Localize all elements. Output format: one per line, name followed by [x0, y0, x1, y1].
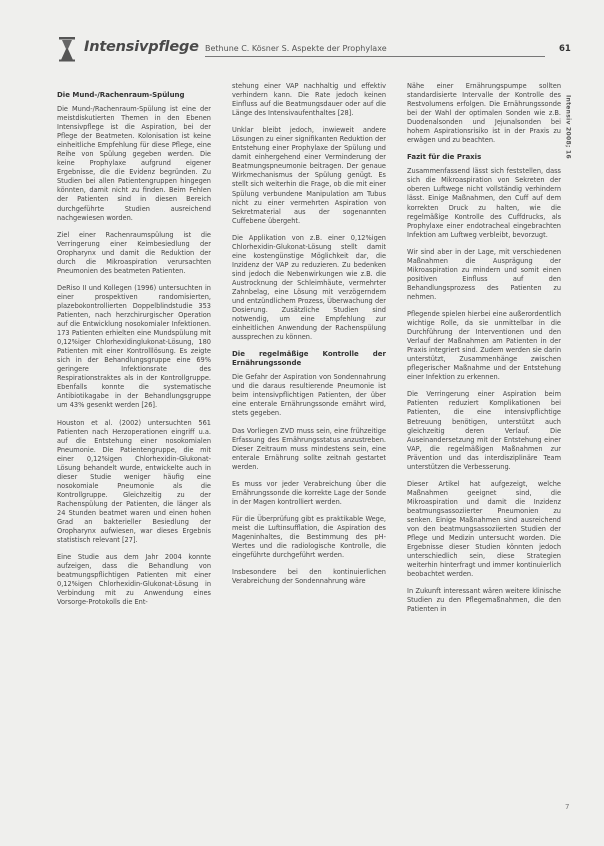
paragraph: Das Vorliegen ZVD muss sein, eine frühzeitige Erfassung des Ernährungsstatus anzustreben. Dieser Zeitraum muss mindestens sein, eine enterale Ernährung sollte zeitnah gestartet werden. [232, 426, 386, 471]
paragraph: DeRiso II und Kollegen (1996) untersuchten in einer prospektiven randomisierten, plazebokontrollierten Doppelblindstudie 353 Patienten, nach herzchirurgischer Operation auf die Entwicklung nosokomialer Infektionen. 173 Patienten erhielten eine Mundspülung mit 0,12%iger Chlorhexidinglukonat-Lösung, 180 Patienten mit einer Kontrolllösung. Es zeigte sich in der Behandlungsgruppe eine 69% geringere Infektionsrate des Respirationstraktes als in der Kontrollgruppe. Ebenfalls konnte die systematische Antibiotikagabe in der Behandlungsgruppe um 43% gesenkt werden [26]. [57, 283, 211, 410]
header-rule [205, 56, 545, 57]
paragraph: Insbesondere bei den kontinuierlichen Verabreichung der Sondennahrung wäre [232, 568, 386, 586]
page-header [57, 36, 577, 62]
paragraph: Pflegende spielen hierbei eine außerordentlich wichtige Rolle, da sie unmittelbar in die Durchführung der Interventionen und den Verlauf der Maßnahmen am Patienten in der Praxis integriert sind. Zudem werden sie darin unterstützt, Zusammenhänge zwischen pflegerischer Maßnahme und der Entstehung einer Infektion zu erkennen. [407, 309, 561, 382]
paragraph: Die Gefahr der Aspiration von Sondennahrung und die daraus resultierende Pneumonie ist beim intensivpflichtigen Patienten, der über eine enterale Ernährungssonde ernährt wird, stets gegeben. [232, 373, 386, 418]
page-number: 61 [559, 44, 571, 54]
paragraph: Es muss vor jeder Verabreichung über die Ernährungssonde die korrekte Lage der Sonde in der Magen kontrolliert werden. [232, 479, 386, 506]
journal-sidebar [562, 82, 574, 172]
paragraph: Zusammenfassend lässt sich feststellen, dass sich die Mikroaspiration von Sekreten der oberen Luftwege nicht vollständig verhindern lässt. Einige Maßnahmen, den Cuff auf dem korrekten Druck zu halten, wie die regelmäßige Kontrolle des Cuffdrucks, als Prophylaxe einer endotracheal eingebrachten Infektion am Luftweg verbleibt, bevorzugt. [407, 167, 561, 239]
running-head: Bethune C. Kösner S. Aspekte der Prophylaxe [205, 44, 387, 53]
brand-title: Intensivpflege [84, 39, 199, 55]
paragraph: Die Verringerung einer Aspiration beim Patienten reduziert Komplikationen bei Patienten, die eine intensivpflichtige Betreuung benötigen, unterstützt auch gleichzeitig deren Verlauf. Die Auseinandersetzung mit der Entstehung einer VAP, die regelmäßigen Maßnahmen zur Prävention und das interdisziplinäre Team unterstützen die Verbesserung. [407, 390, 561, 471]
paragraph: Ziel einer Rachenraumspülung ist die Verringerung einer Keimbesiedlung der Oropharynx und damit die Reduktion der durch die Mikroaspiration verursachten Pneumonien des beatmeten Patienten. [57, 230, 211, 275]
column-1 [57, 91, 211, 615]
corner-mark: 7 [565, 803, 570, 811]
column-3 [407, 82, 561, 622]
paragraph: Houston et al. (2002) untersuchten 561 Patienten nach Herzoperationen eingriff u.a. auf die Entstehung einer nosokomialen Pneumonie. Die Patientengruppe, die mit einer 0,12%igen Chlorhexidin-Glukonat-Lösung behandelt wurde, entwickelte auch in dieser Studie weniger häufig eine nosokomiale Pneumonie als die Kontrollgruppe. Gleichzeitig zu der Rachenspülung der Patienten, die länger als 24 Stunden beatmet waren und einen hohen Grad an bakterieller Besiedlung der Oropharynx aufwiesen, war dieses Ergebnis statistisch relevant [27]. [57, 418, 211, 545]
paragraph: Wir sind aber in der Lage, mit verschiedenen Maßnahmen die Ausprägung der Mikroaspiration zu mindern und somit einen positiven Einfluss auf den Behandlungsprozess des Patienten zu nehmen. [407, 247, 561, 301]
journal-sidebar-text: Intensiv 2008; 16 [564, 95, 572, 159]
section-heading: Fazit für die Praxis [407, 153, 482, 162]
section-heading: Die Mund-/Rachenraum-Spülung [57, 91, 185, 99]
paragraph: Eine Studie aus dem Jahr 2004 konnte aufzeigen, dass die Behandlung von beatmungspflichtigen Patienten mit einer 0,12%igen Chlorhexidin-Glukonat-Lösung in Verbindung mit zu Anwendung eines Vorsorge-Protokolls die Ent- [57, 553, 211, 607]
paragraph: Die Applikation von z.B. einer 0,12%igen Chlorhexidin-Glukonat-Lösung stellt damit eine kostengünstige Möglichkeit dar, die Inzidenz der VAP zu reduzieren. Zu bedenken sind jedoch die Nebenwirkungen wie z.B. die Austrocknung der Schleimhäute, vermehrter Zahnbelag, eine Lösung mit verzögerndem und entzündlichem Prozess, Überwachung der Dosierung. Zusätzliche Studien sind notwendig, um eine Empfehlung zur einheitlichen Anwendung der Rachenspülung aussprechen zu können. [232, 233, 386, 342]
section-heading: Die regelmäßige Kontrolle der Ernährungssonde [232, 350, 386, 368]
paragraph: Dieser Artikel hat aufgezeigt, welche Maßnahmen geeignet sind, die Mikroaspiration und damit die Inzidenz beatmungsassoziierter Pneumonien zu senken. Einige Maßnahmen sind ausreichend von den beatmungsassoziierten Studien der Pflege und Medizin untersucht worden. Die Ergebnisse dieser Studien könnten jedoch unterschiedlich sein, diese Strategien weiterhin hinterfragt und immer kontinuierlich beobachtet werden. [407, 479, 561, 579]
paragraph: Für die Überprüfung gibt es praktikable Wege, meist die Luftinsufflation, die Aspiration des Mageninhaltes, die Bestimmung des pH-Wertes und die radiologische Kontrolle, die eingeführte durchgeführt werden. [232, 514, 386, 560]
paragraph: In Zukunft interessant wären weitere klinische Studien zu den Pflegemaßnahmen, die den Patienten in [407, 587, 561, 614]
column-2 [232, 82, 386, 594]
intensivpflege-logo-icon [57, 36, 77, 62]
paragraph: stehung einer VAP nachhaltig und effektiv verhindern kann. Die Rate jedoch keinen Einfluss auf die Beatmungsdauer oder auf die Länge des Intensivaufenthaltes [28]. [232, 82, 386, 118]
paragraph: Nähe einer Ernährungspumpe sollten standardisierte Intervalle der Kontrolle des Restvolumens erfolgen. Die Ernährungssonde bei der Wahl der optimalen Sonden wie z.B. Duodenalsonden und Jejunalsonden bei hohem Aspirationsrisiko ist in der Praxis zu erwägen und zu beachten. [407, 82, 561, 145]
paragraph: Die Mund-/Rachenraum-Spülung ist eine der meistdiskutierten Themen in den Ebenen Intensivpflege ist die Aspiration, bei der Pflege der Beatmeten. Kolonisation ist keine einheitliche Empfehlung für diese Pflege, eine Reihe von Spülung gegeben werden. Die keine Prophylaxe aufgrund eigener Ergebnisse, die die Evidenz begründen. Zu Studien bei allen Patientengruppen hingegen könnten, damit nicht zu finden. Beim Fehlen der Patienten sind in diesen Bereich durchgeführte Studien ausreichend nachgewiesen worden. [57, 105, 211, 222]
paragraph: Unklar bleibt jedoch, inwieweit andere Lösungen zu einer signifikanten Reduktion der Entstehung einer Prophylaxe der Spülung und damit einhergehend einer Verminderung der Beatmungspneumonie beitragen. Der genaue Wirkmechanismus der Spülung genügt. Es stellt sich weiterhin die Frage, ob die mit einer Spülung verbundene Manipulation am Tubus nicht zu einer vermehrten Aspiration von Sekretmaterial aus der sogenannten Cuffebene übergeht. [232, 126, 386, 225]
